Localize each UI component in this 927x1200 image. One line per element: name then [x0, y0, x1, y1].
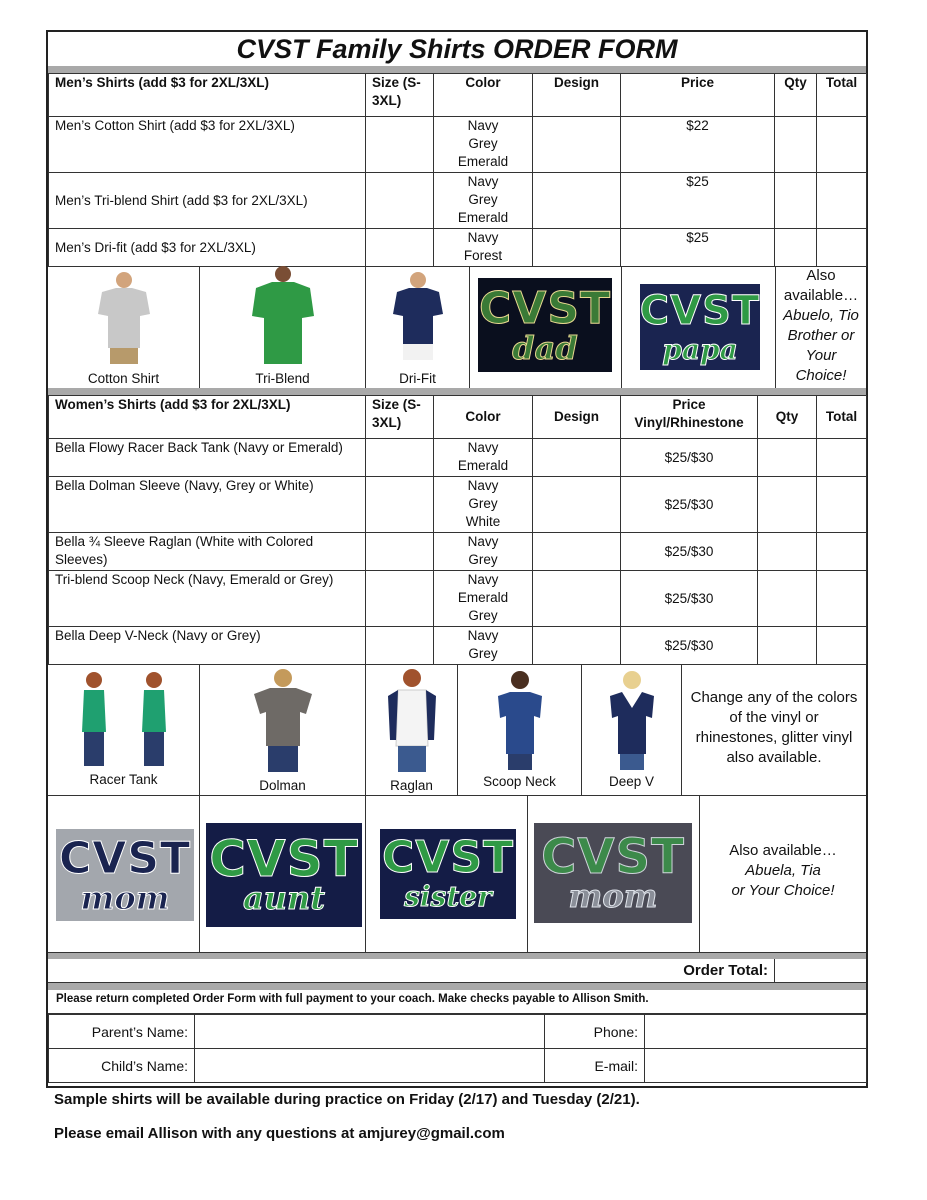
design-cell[interactable] [533, 571, 621, 627]
item-name: Bella Flowy Racer Back Tank (Navy or Emerald) [49, 439, 366, 477]
papa-logo [640, 284, 760, 370]
logo-text: CVST [209, 830, 359, 888]
size-cell[interactable] [366, 477, 434, 533]
color-option: Navy [467, 230, 499, 245]
womens-header-total: Total [817, 396, 867, 439]
shirt-image [248, 266, 318, 370]
color-option: Grey [468, 646, 498, 661]
photo-racer-tank [48, 664, 200, 795]
logo-text: mom [568, 877, 658, 915]
parent-name-field[interactable] [195, 1015, 545, 1049]
child-name-label: Child’s Name: [49, 1049, 195, 1083]
photo-caption: Racer Tank [89, 772, 158, 787]
item-name: Bella Deep V-Neck (Navy or Grey) [49, 627, 366, 665]
total-cell[interactable] [817, 571, 867, 627]
size-cell[interactable] [366, 117, 434, 173]
qty-cell[interactable] [775, 229, 817, 267]
order-form [46, 30, 868, 1088]
order-total-field[interactable] [774, 959, 866, 983]
mens-header-design: Design [533, 74, 621, 117]
dad-logo [478, 278, 612, 372]
item-name: Men’s Tri-blend Shirt (add $3 for 2XL/3XL) [49, 173, 366, 229]
total-cell[interactable] [817, 439, 867, 477]
womens-also-note [700, 795, 866, 952]
divider [48, 388, 866, 395]
design-cell[interactable] [533, 173, 621, 229]
note-line: Abuela, Tia [745, 862, 821, 879]
parent-name-label: Parent’s Name: [49, 1015, 195, 1049]
total-cell[interactable] [817, 173, 867, 229]
divider [48, 66, 866, 73]
qty-cell[interactable] [758, 477, 817, 533]
mom-rhinestone-logo [534, 823, 692, 923]
color-option: Emerald [457, 590, 509, 605]
qty-cell[interactable] [758, 571, 817, 627]
logo-text: CVST [541, 829, 685, 885]
item-name: Men’s Cotton Shirt (add $3 for 2XL/3XL) [49, 117, 366, 173]
logo-text: aunt [242, 879, 326, 917]
price: $25 [621, 229, 775, 267]
mens-header-qty: Qty [775, 74, 817, 117]
return-note: Please return completed Order Form with full payment to your coach. Make checks payable to Allison Smith. [48, 990, 866, 1014]
logo-papa [622, 266, 776, 388]
table-row [49, 627, 867, 665]
color-option: Forest [463, 248, 503, 263]
total-cell[interactable] [817, 627, 867, 665]
total-cell[interactable] [817, 229, 867, 267]
price: $25/$30 [621, 477, 758, 533]
qty-cell[interactable] [775, 173, 817, 229]
womens-header-color: Color [434, 396, 533, 439]
color-option: Navy [467, 572, 499, 587]
color-option: Grey [468, 552, 498, 567]
table-row [49, 477, 867, 533]
photo-caption: Raglan [390, 778, 433, 793]
womens-table [48, 395, 867, 665]
color-option: Emerald [457, 210, 509, 225]
logo-text: papa [662, 333, 738, 366]
photo-caption: Scoop Neck [483, 774, 556, 789]
note-line: or Your Choice! [731, 882, 835, 899]
also-available [776, 266, 866, 386]
shirt-image [68, 670, 180, 768]
color-option: Navy [467, 174, 499, 189]
price: $25/$30 [621, 533, 758, 571]
item-name: Bella Dolman Sleeve (Navy, Grey or White) [49, 477, 366, 533]
design-cell[interactable] [533, 477, 621, 533]
womens-header-price: Price Vinyl/Rhinestone [621, 396, 758, 439]
qty-cell[interactable] [758, 627, 817, 665]
email-label: E-mail: [545, 1049, 645, 1083]
colors-note-cell [682, 664, 866, 795]
contact-table [48, 1014, 867, 1083]
color-option: Navy [467, 478, 499, 493]
color-option: Grey [468, 136, 498, 151]
design-cell[interactable] [533, 627, 621, 665]
note-line: Also available… [729, 842, 837, 859]
color-option: Emerald [457, 458, 509, 473]
item-name: Men’s Dri-fit (add $3 for 2XL/3XL) [49, 229, 366, 267]
color-option: Navy [467, 440, 499, 455]
qty-cell[interactable] [775, 117, 817, 173]
photo-deep-v [582, 664, 682, 795]
design-cell[interactable] [533, 117, 621, 173]
womens-photos-row [48, 664, 866, 796]
price: $25/$30 [621, 439, 758, 477]
shirt-image [604, 668, 660, 772]
email-field[interactable] [645, 1049, 867, 1083]
logo-text: CVST [639, 288, 761, 334]
price: $25 [621, 173, 775, 229]
divider [48, 952, 866, 959]
contact-note: Please email Allison with any questions at amjurey@gmail.com [54, 1125, 505, 1142]
qty-cell[interactable] [758, 533, 817, 571]
color-option: Grey [468, 496, 498, 511]
price: $22 [621, 117, 775, 173]
photo-scoop-neck [458, 664, 582, 795]
color-option: Grey [468, 192, 498, 207]
logo-text: mom [80, 879, 170, 917]
color-option: Navy [467, 628, 499, 643]
shirt-image [492, 668, 548, 772]
also-available [700, 841, 866, 901]
table-row [49, 571, 867, 627]
photo-caption: Deep V [608, 774, 655, 789]
order-total-label: Order Total: [683, 962, 768, 979]
logo-text: CVST [58, 833, 192, 884]
photo-caption: Tri-Blend [255, 371, 310, 386]
photo-caption: Dri-Fit [399, 371, 436, 386]
shirt-image [94, 270, 154, 366]
color-option: Grey [468, 608, 498, 623]
logo-text: CVST [381, 832, 515, 883]
item-name: Tri-blend Scoop Neck (Navy, Emerald or Grey) [49, 571, 366, 627]
table-row [49, 173, 867, 229]
phone-label: Phone: [545, 1015, 645, 1049]
size-cell[interactable] [366, 571, 434, 627]
item-name: Bella ¾ Sleeve Raglan (White with Colored Sleeves) [49, 533, 366, 571]
logo-text: sister [404, 880, 492, 913]
mens-header-item: Men’s Shirts (add $3 for 2XL/3XL) [49, 74, 366, 117]
size-cell[interactable] [366, 229, 434, 267]
logo-aunt [200, 795, 366, 952]
mens-header-size: Size (S-3XL) [366, 74, 434, 117]
logo-sister [366, 795, 528, 952]
design-cell[interactable] [533, 439, 621, 477]
table-row [49, 229, 867, 267]
mens-header-total: Total [817, 74, 867, 117]
price: $25/$30 [621, 571, 758, 627]
size-cell[interactable] [366, 533, 434, 571]
photo-raglan [366, 664, 458, 795]
color-option: Navy [467, 534, 499, 549]
qty-cell[interactable] [758, 439, 817, 477]
mens-table [48, 73, 867, 267]
color-option: Navy [467, 118, 499, 133]
womens-header-design: Design [533, 396, 621, 439]
womens-header-item: Women’s Shirts (add $3 for 2XL/3XL) [49, 396, 366, 439]
shirt-image [250, 666, 316, 776]
table-row [49, 117, 867, 173]
aunt-logo [206, 823, 362, 927]
mens-header-price: Price [621, 74, 775, 117]
total-cell[interactable] [817, 477, 867, 533]
photo-triblend [200, 266, 366, 388]
size-cell[interactable] [366, 439, 434, 477]
photo-drifit [366, 266, 470, 388]
note-line: Also available… [783, 267, 859, 304]
size-cell[interactable] [366, 173, 434, 229]
samples-note: Sample shirts will be available during practice on Friday (2/17) and Tuesday (2/21). [54, 1091, 640, 1108]
shirt-image [391, 270, 445, 366]
total-cell[interactable] [817, 117, 867, 173]
color-option: White [465, 514, 501, 529]
mens-also-note [776, 266, 866, 388]
womens-logos-row [48, 795, 866, 952]
womens-header-size: Size (S-3XL) [366, 396, 434, 439]
logo-text: dad [512, 329, 578, 367]
mom-logo [56, 829, 194, 921]
sister-logo [380, 829, 516, 919]
size-cell[interactable] [366, 627, 434, 665]
price: $25/$30 [621, 627, 758, 665]
mens-header-color: Color [434, 74, 533, 117]
color-option: Emerald [457, 154, 509, 169]
colors-note: Change any of the colors of the vinyl or rhinestones, glitter vinyl also available. [690, 689, 858, 766]
order-total-row [48, 959, 866, 983]
photo-caption: Cotton Shirt [87, 371, 160, 386]
table-row [49, 439, 867, 477]
total-cell[interactable] [817, 533, 867, 571]
design-cell[interactable] [533, 229, 621, 267]
child-name-field[interactable] [195, 1049, 545, 1083]
photo-cotton [48, 266, 200, 388]
mens-photos-row [48, 266, 866, 389]
shirt-image [384, 666, 440, 776]
logo-mom-rhinestone [528, 795, 700, 952]
phone-field[interactable] [645, 1015, 867, 1049]
logo-dad [470, 266, 622, 388]
photo-caption: Dolman [259, 778, 306, 793]
design-cell[interactable] [533, 533, 621, 571]
logo-text: CVST [478, 283, 612, 334]
logo-mom-vinyl [48, 795, 200, 952]
divider [48, 983, 866, 990]
page-title: CVST Family Shirts ORDER FORM [236, 34, 678, 64]
table-row [49, 533, 867, 571]
womens-header-qty: Qty [758, 396, 817, 439]
photo-dolman [200, 664, 366, 795]
note-line: Abuelo, Tio Brother or Your Choice! [783, 307, 859, 384]
